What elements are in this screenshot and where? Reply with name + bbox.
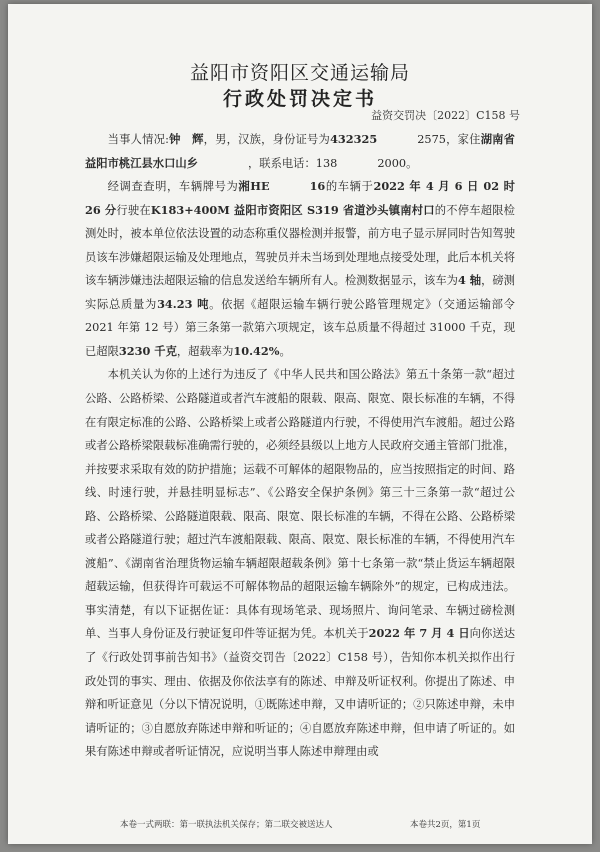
text-segment: 。 (279, 344, 291, 358)
text-segment: 行驶在 (116, 203, 151, 217)
footer-copies-note: 本卷一式两联：第一联执法机关保存；第二联交被送达人 (120, 820, 333, 830)
footer-page-number: 本卷共2页，第1页 (410, 820, 481, 830)
axle-count: 4 轴 (457, 273, 482, 288)
overload-rate: 10.42% (233, 343, 280, 358)
text-segment: ，磅测实际总质量为 (85, 274, 515, 311)
party-name: 钟 辉 (168, 132, 204, 146)
party-id-end: 2575 (417, 133, 446, 146)
phone-end: 2000。 (377, 156, 418, 170)
plate-number-b: 16 (309, 179, 326, 194)
text-segment: 的不停车超限检测处时，被本单位依法设置的动态称重仪器检测并报警，前方电子显示屏同时告知驾驶员该车涉嫌超限运输及处理地点，驾驶员并未当场到处理地点接受处理，此后本机关将该车辆涉嫌违法超限运输的信息发送给车辆所有人。检测数据显示，该车为 (85, 203, 515, 288)
notice-date: 2022 年 7 月 4 日 (368, 626, 470, 641)
detection-location: K183+400M 益阳市资阳区 S319 省道沙头镇南村口 (150, 202, 435, 217)
party-info-paragraph (85, 128, 515, 175)
document-type-title: 行政处罚决定书 (222, 88, 377, 110)
legal-basis-paragraph (85, 363, 515, 763)
party-id-start: 432325 (330, 132, 378, 146)
party-info-1: ，男，汉族，身份证号为 (203, 133, 331, 146)
document-body (85, 128, 515, 764)
party-info-2: ，家住 (445, 133, 481, 146)
text-segment: 向你送达了《行政处罚事前告知书》（益资交罚告〔2022〕C158 号），告知你本机关拟作出行政处罚的事实、理由、依据及你依法享有的陈述、申辩及听证权利。你提出了陈述、申辩和听证意见（分以下情况说明，①既陈述申辩，又申请听证的；②只陈述申辩，未申请听证的；③自愿放弃陈述申辩和听证的；④自愿放弃陈述申辩，但申请了听证的。如果有陈述申辩或者听证情况，应说明当事人陈述申辩理由或 (85, 627, 515, 759)
investigation-paragraph (85, 175, 515, 363)
party-intro: 当事人情况: (107, 133, 169, 146)
text-segment: 本机关认为你的上述行为违反了《中华人民共和国公路法》第五十条第一款“超过公路、公路桥梁、公路隧道或者汽车渡船的限载、限高、限宽、限长标准的车辆，不得在有限定标准的公路、公路桥梁上或者公路隧道内行驶，不得使用汽车渡船。超过公路或者公路桥梁限载标准确需行驶的，必须经县级以上地方人民政府交通主管部门批准，并按要求采取有效的防护措施；运载不可解体的超限物品的，应当按照指定的时间、路线、时速行驶，并悬挂明显标志”、《公路安全保护条例》第三十三条第一款“超过公路、公路桥梁、公路隧道限载、限高、限宽、限长标准的车辆，不得在公路、公路桥梁或者公路隧道行驶；超过汽车渡船限载、限高、限宽、限长标准的车辆，不得使用汽车渡船”、《湖南省治理货物运输车辆超限超载条例》第十七条第一款“禁止货运车辆超限超载运输，但获得许可载运不可解体物品的超限运输车辆除外”的规定，已构成违法。事实清楚，有以下证据佐证：具体有现场笔录、现场照片、询问笔录、车辆过磅检测单、当事人身份证及行驶证复印件等证据为凭。本机关于 (85, 368, 515, 641)
text-segment: 经调查查明，车辆牌号为 (107, 180, 239, 194)
authority-title: 益阳市资阳区交通运输局 (189, 62, 410, 84)
text-segment: ，超载率为 (176, 344, 234, 358)
detection-datetime: 2022 年 4 月 6 日 02 时 26 分 (85, 179, 515, 217)
overweight-amount: 3230 千克 (118, 343, 177, 358)
party-address: 湖南省益阳市桃江县水口山乡 (85, 132, 515, 170)
phone-start: 138 (315, 156, 338, 170)
text-segment: 。依据《超限运输车辆行驶公路管理规定》（交通运输部令 2021 年第 12 号）第三条第一款第六项规定，该车总质量不得超过 31000 千克，现已超限 (85, 297, 515, 358)
plate-number-a: 湘HE (238, 179, 270, 194)
phone-label: ，联系电话： (247, 156, 316, 170)
total-weight: 34.23 吨 (157, 296, 210, 311)
text-segment: 的车辆于 (325, 180, 374, 194)
document-number: 益资交罚决〔2022〕C158 号 (371, 109, 520, 122)
